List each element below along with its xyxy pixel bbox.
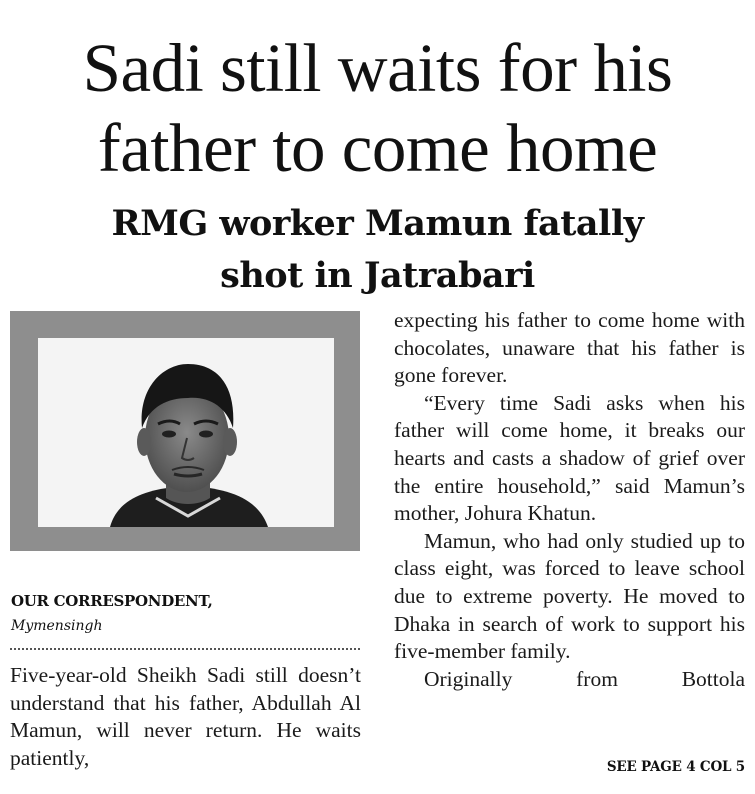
- subheadline-line-1: RMG worker Mamun fatally: [111, 203, 644, 244]
- subheadline-line-2: shot in Jatrabari: [220, 255, 535, 296]
- byline-divider: [10, 648, 360, 650]
- article-paragraph-continuation: expecting his father to come home with chocolates, unaware that his father is gone forever.: [394, 308, 745, 388]
- byline-location: Mymensingh: [11, 618, 103, 634]
- article-column-left: [10, 662, 361, 772]
- article-paragraph-quote: “Every time Sadi asks when his father will come home, it breaks our hearts and casts a shadow of grief over the entire household,” said Mamun’s mother, Johura Khatun.: [394, 390, 745, 526]
- byline-author: OUR CORRESPONDENT,: [11, 592, 213, 610]
- article-paragraph-intro: Five-year-old Sheikh Sadi still doesn’t understand that his father, Abdullah Al Mamun, will never return. He waits patiently,: [10, 663, 361, 770]
- headline: [0, 28, 755, 188]
- headline-line-2: father to come home: [97, 110, 658, 186]
- article-paragraph-background: Mamun, who had only studied up to class eight, was forced to leave school due to extreme poverty. He moved to Dhaka in search of work to support his five-member family.: [394, 528, 745, 664]
- subheadline: [0, 198, 755, 302]
- article-paragraph-origin: Originally from Bottola: [424, 666, 745, 691]
- portrait-illustration: [38, 338, 334, 527]
- article-column-right: [394, 307, 745, 693]
- photo-frame: [10, 311, 360, 551]
- continued-jump-line: SEE PAGE 4 COL 5: [606, 759, 745, 775]
- portrait-photo: [38, 338, 334, 527]
- headline-line-1: Sadi still waits for his: [82, 30, 673, 106]
